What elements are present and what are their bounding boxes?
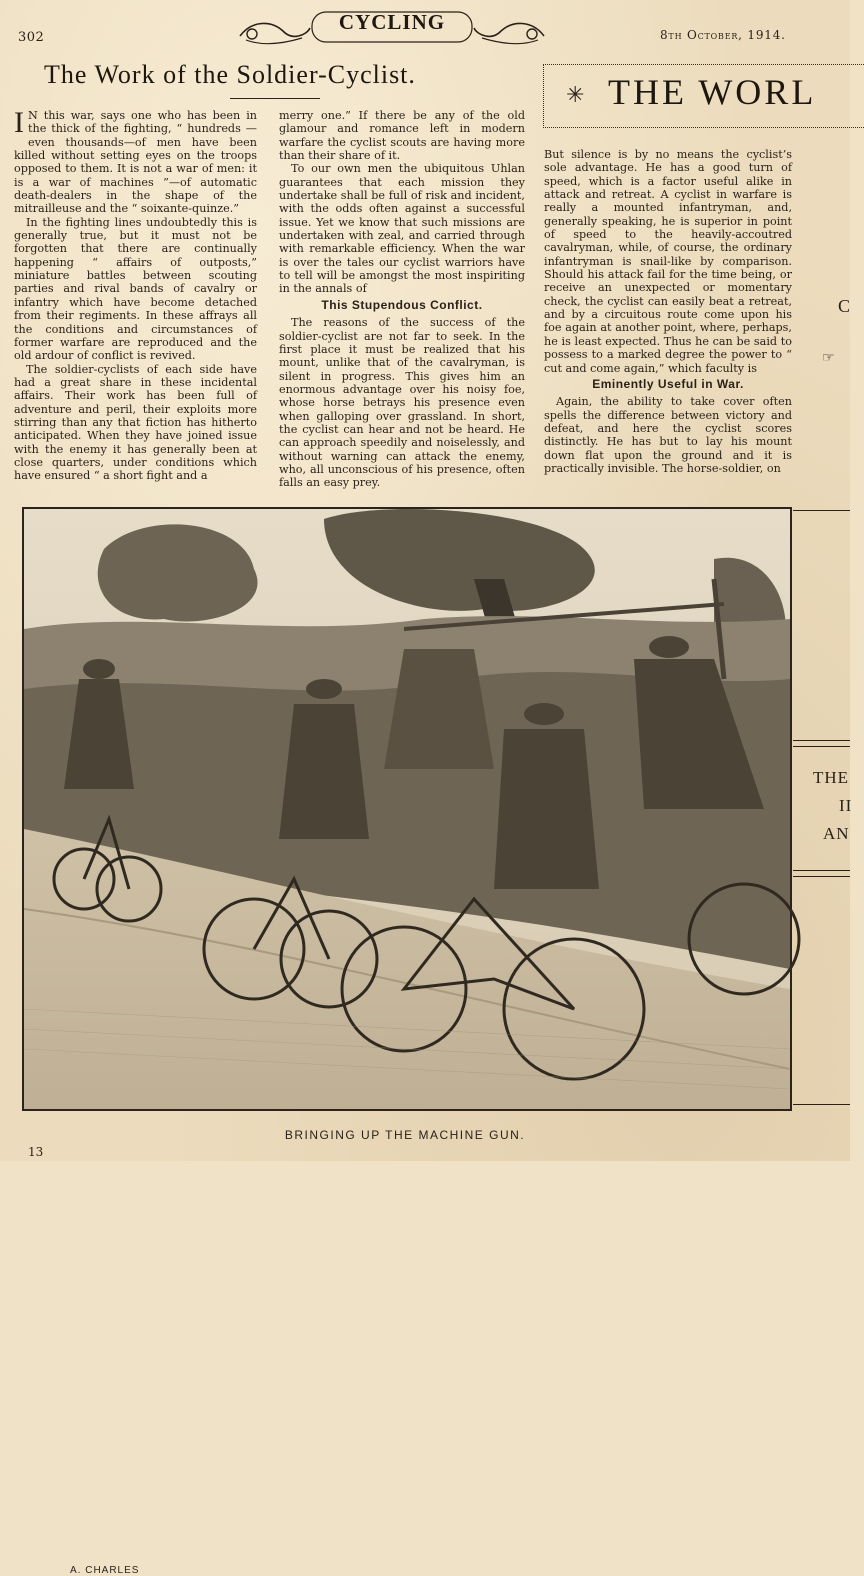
advert-banner: [543, 64, 864, 128]
divider: [793, 740, 850, 741]
side-advert-panel: [793, 510, 853, 1105]
paragraph: merry one.” If there be any of the old glamour and romance left in modern warfare the cyclist scouts are having more than their share of it.: [279, 109, 525, 163]
masthead: [232, 6, 552, 50]
paragraph: The reasons of the success of the soldier-cyclist are not far to seek. In the first place it must be realized that his mount, unlike that of the cavalryman, is silent in progress. This gives him an enormous advantage over his noisy foe, whose horse betrays his presence even when galloping over grassland. In short, the cyclist can hear and not be heard. He can approach speedily and noiselessly, and without warning can attack the enemy, who, all unconscious of his presence, often falls an easy prey.: [279, 316, 525, 490]
paragraph-text: N this war, says one who has been in the thick of the fighting, “ hundreds —even thousands—of men have been killed without setting eyes on the troops opposed to them. It is not a war of men: it is a war of machines ”—of automatic death-dealers in the shape of the mitrailleuse and the “ soixante-quinze.”: [14, 109, 257, 216]
illustration-caption: BRINGING UP THE MACHINE GUN.: [284, 1128, 526, 1142]
divider: [793, 876, 850, 877]
article-column-2: [279, 109, 525, 490]
divider: [793, 870, 850, 871]
side-advert-line: THE: [813, 768, 850, 787]
paragraph: But silence is by no means the cyclist’s sole advantage. He has a good turn of speed, which is a factor useful alike in attack and retreat. A cyclist in warfare is really a mounted infantryman, and, generally speaking, he is superior in point of speed to the heavily-accoutred cavalryman, while, of course, the ordinary infantryman is snail-like by comparison. Should his attack fail for the time being, or receive an unexpected or momentary check, the cyclist can easily beat a retreat, and by a circuitous route come upon his foe again at another point, where, perhaps, he is least expected. Thus he can be said to possess to a marked degree the power to “ cut and come again,” which faculty is: [544, 148, 792, 375]
subheading: Eminently Useful in War.: [592, 376, 744, 391]
star-icon: ✳: [566, 83, 585, 108]
article-column-1: [14, 106, 257, 483]
advert-edge-letter: C: [838, 296, 851, 316]
article-column-3: [544, 148, 792, 475]
paragraph: To our own men the ubiquitous Uhlan guarantees that each mission they undertake shall be full of risk and incident, with the odds often against a successful issue. Yet we know that such missions are undertaken with zeal, and carried through with remarkable efficiency. When the war is over the tales our cyclist warriors have to tell will be amongst the most inspiriting in the annals of: [279, 162, 525, 296]
article-title: The Work of the Soldier-Cyclist.: [44, 60, 416, 89]
divider: [793, 1104, 850, 1105]
masthead-title: CYCLING: [338, 10, 446, 34]
page-number: 302: [18, 30, 45, 45]
title-rule: [230, 98, 320, 99]
side-advert-line: II: [839, 796, 853, 815]
paragraph: The soldier-cyclists of each side have had a great share in these incidental affairs. Their work has been full of adventure and peril, their exploits more stirring than any that fiction has hitherto anticipated. When they have joined issue with the enemy it has generally been at close quarters, under conditions which have ensured “ a short fight and a: [14, 362, 257, 483]
side-advert-line: AN: [823, 824, 850, 843]
issue-date: 8th October, 1914.: [660, 28, 786, 42]
advert-title: THE WORL: [608, 72, 817, 112]
paragraph: Again, the ability to take cover often spells the difference between victory and defeat, and here the cyclist scores distinctly. He has but to lay his mount down flat upon the ground and it is practically invisible. The horse-soldier, on: [544, 395, 792, 475]
drop-cap: I: [14, 106, 24, 139]
artist-signature: A. CHARLES: [70, 1565, 140, 1576]
divider: [793, 510, 850, 511]
pointing-hand-icon: ☞: [822, 350, 835, 366]
paragraph: [14, 106, 257, 216]
soldier-cyclists-engraving: [24, 509, 790, 1109]
subheading: This Stupendous Conflict.: [321, 297, 483, 312]
divider: [793, 746, 850, 747]
paragraph: In the fighting lines undoubtedly this is generally true, but it must not be forgotten that there are continually happening “ affairs of outposts,” miniature battles between scouting parties and rival bands of cavalry or infantry which have become detached from their regiments. In these affrays all the conditions and circumstances of former warfare are reproduced and the old ardour of conflict is revived.: [14, 215, 257, 363]
footer-page-mark: 13: [28, 1145, 44, 1159]
